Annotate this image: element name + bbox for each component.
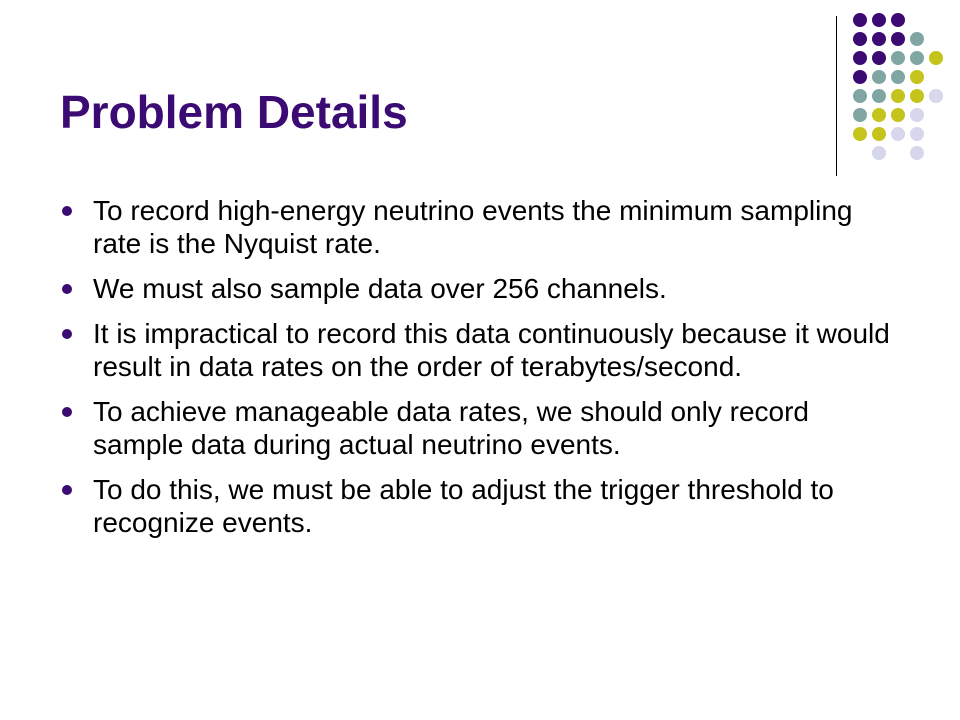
decor-dot bbox=[872, 108, 886, 122]
decor-dot bbox=[853, 108, 867, 122]
bullet-text: It is impractical to record this data continuously because it would result in data rates on the order of terabytes/second. bbox=[93, 318, 890, 382]
bullet-list bbox=[60, 194, 900, 551]
bullet-marker-icon bbox=[62, 206, 72, 216]
bullet-item bbox=[60, 272, 900, 305]
decor-dot bbox=[891, 127, 905, 141]
decor-dot bbox=[853, 51, 867, 65]
decor-dot bbox=[872, 32, 886, 46]
bullet-text: To record high-energy neutrino events the minimum sampling rate is the Nyquist rate. bbox=[93, 195, 853, 259]
decor-dot bbox=[853, 70, 867, 84]
decor-dot bbox=[910, 89, 924, 103]
decor-dot bbox=[910, 32, 924, 46]
decor-dot bbox=[910, 146, 924, 160]
bullet-text: To do this, we must be able to adjust the trigger threshold to recognize events. bbox=[93, 474, 834, 538]
decor-dot bbox=[891, 108, 905, 122]
bullet-marker-icon bbox=[62, 329, 72, 339]
decor-dot bbox=[910, 51, 924, 65]
decor-dot bbox=[872, 13, 886, 27]
bullet-item bbox=[60, 395, 900, 461]
decor-dot bbox=[891, 70, 905, 84]
decor-dot bbox=[929, 51, 943, 65]
bullet-text: We must also sample data over 256 channels. bbox=[93, 273, 667, 304]
bullet-marker-icon bbox=[62, 407, 72, 417]
decor-dot bbox=[853, 13, 867, 27]
decor-dot bbox=[891, 13, 905, 27]
decor-dot bbox=[872, 70, 886, 84]
decor-dot bbox=[872, 89, 886, 103]
bullet-item bbox=[60, 473, 900, 539]
bullet-marker-icon bbox=[62, 485, 72, 495]
bullet-text: To achieve manageable data rates, we should only record sample data during actual neutrino events. bbox=[93, 396, 809, 460]
decor-dot bbox=[872, 51, 886, 65]
decor-dot bbox=[891, 32, 905, 46]
bullet-item bbox=[60, 194, 900, 260]
bullet-marker-icon bbox=[62, 284, 72, 294]
decor-dot bbox=[891, 89, 905, 103]
decor-dot bbox=[872, 127, 886, 141]
decor-dot bbox=[929, 89, 943, 103]
slide-title: Problem Details bbox=[60, 86, 408, 138]
decor-dot bbox=[891, 51, 905, 65]
dot-grid-icon bbox=[0, 0, 960, 180]
decor-dot bbox=[853, 127, 867, 141]
decor-dot bbox=[910, 108, 924, 122]
decor-dot bbox=[910, 70, 924, 84]
decor-dot bbox=[910, 127, 924, 141]
decor-dot bbox=[853, 32, 867, 46]
decor-dot bbox=[853, 89, 867, 103]
decor-dot bbox=[872, 146, 886, 160]
bullet-item bbox=[60, 317, 900, 383]
